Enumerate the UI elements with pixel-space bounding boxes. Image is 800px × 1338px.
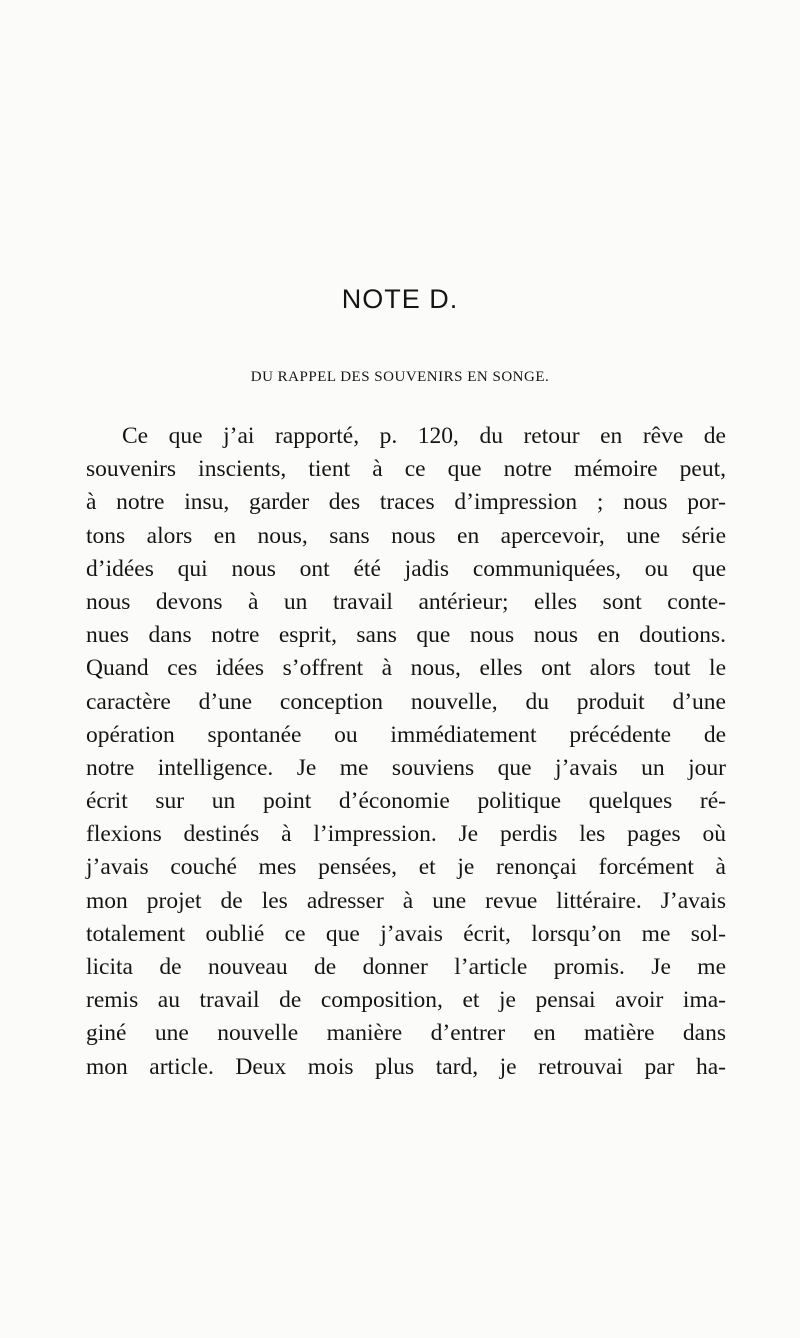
- text-line: remis au travail de composition, et je pensai avoir ima-: [86, 987, 726, 1014]
- text-line: notre intelligence. Je me souviens que j’avais un jour: [86, 754, 726, 781]
- text-line: j’avais couché mes pensées, et je renonçai forcément à: [86, 854, 726, 881]
- note-title: NOTE D.: [341, 284, 459, 314]
- text-line: opération spontanée ou immédiatement précédente de: [86, 721, 726, 748]
- text-line: nous devons à un travail antérieur; elles sont conte-: [86, 588, 726, 615]
- text-line: giné une nouvelle manière d’entrer en matière dans: [86, 1020, 726, 1047]
- text-line: totalement oublié ce que j’avais écrit, lorsqu’on me sol-: [86, 920, 726, 947]
- text-line: flexions destinés à l’impression. Je perdis les pages où: [86, 821, 726, 848]
- text-line: souvenirs inscients, tient à ce que notre mémoire peut,: [86, 456, 726, 483]
- text-line: mon article. Deux mois plus tard, je retrouvai par ha-: [86, 1053, 726, 1080]
- text-line: d’idées qui nous ont été jadis communiquées, ou que: [86, 555, 726, 582]
- text-line: nues dans notre esprit, sans que nous nous en doutions.: [86, 622, 726, 649]
- text-line: licita de nouveau de donner l’article promis. Je me: [86, 954, 726, 980]
- text-line: Quand ces idées s’offrent à nous, elles ont alors tout le: [86, 655, 726, 682]
- note-body: [86, 420, 726, 1084]
- text-line: à notre insu, garder des traces d’impression ; nous por-: [86, 489, 726, 516]
- text-line: tons alors en nous, sans nous en apercevoir, une série: [86, 522, 726, 549]
- text-line: Ce que j’ai rapporté, p. 120, du retour en rêve de: [122, 423, 726, 449]
- text-line: mon projet de les adresser à une revue littéraire. J’avais: [86, 887, 726, 914]
- note-subtitle: DU RAPPEL DES SOUVENIRS EN SONGE.: [250, 369, 550, 385]
- text-line: caractère d’une conception nouvelle, du produit d’une: [86, 688, 726, 715]
- text-line: écrit sur un point d’économie politique quelques ré-: [86, 788, 726, 815]
